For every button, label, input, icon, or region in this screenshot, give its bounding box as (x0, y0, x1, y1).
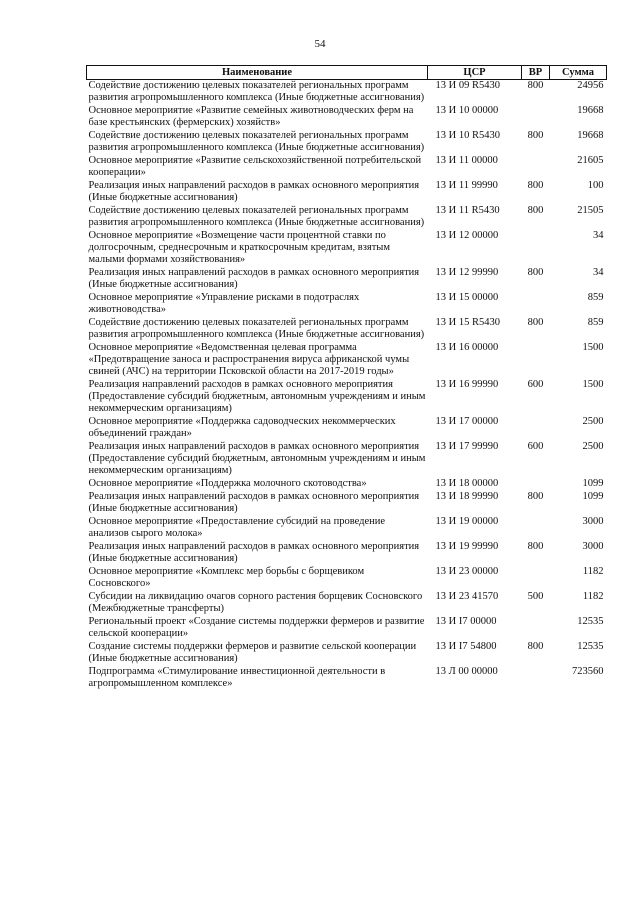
cell-sum: 1500 (582, 342, 604, 353)
cell-name: Реализация направлений расходов в рамках основного мероприятия (Предоставление субсидий бюджетным, автономным учреждениям и иным некоммерческим организациям) (88, 379, 426, 414)
table-row (87, 641, 607, 666)
cell-name: Основное мероприятие «Управление рисками в подотраслях животноводства» (88, 292, 360, 315)
cell-name: Реализация иных направлений расходов в рамках основного мероприятия (Иные бюджетные ассигнования) (88, 267, 420, 290)
cell-sum: 1099 (582, 491, 604, 502)
table-row (87, 317, 607, 342)
table-row (87, 205, 607, 230)
cell-vr (522, 666, 550, 691)
cell-csr: 13 И 11 99990 (435, 180, 498, 191)
budget-table-container (86, 65, 606, 691)
cell-vr: 800 (527, 541, 544, 552)
cell-sum: 3000 (582, 541, 604, 552)
cell-name: Реализация иных направлений расходов в рамках основного мероприятия (Иные бюджетные ассигнования) (88, 541, 420, 564)
cell-csr: 13 И 10 00000 (435, 105, 499, 116)
table-row (87, 342, 607, 379)
cell-sum: 19668 (577, 130, 604, 141)
cell-vr: 800 (527, 130, 544, 141)
cell-vr: 800 (527, 491, 544, 502)
cell-vr (522, 292, 550, 317)
cell-name: Региональный проект «Создание системы поддержки фермеров и развитие сельской кооперации» (88, 616, 425, 639)
cell-name: Реализация иных направлений расходов в рамках основного мероприятия (Предоставление субсидий бюджетным, автономным учреждениям и иным некоммерческим организациям) (88, 441, 426, 476)
cell-vr (522, 342, 550, 379)
cell-name: Создание системы поддержки фермеров и развитие сельской кооперации (Иные бюджетные ассигнования) (88, 641, 417, 664)
cell-vr: 800 (527, 205, 544, 216)
table-row (87, 155, 607, 180)
cell-csr: 13 И I7 54800 (435, 641, 497, 652)
cell-csr: 13 И 23 00000 (435, 566, 499, 577)
cell-name: Содействие достижению целевых показателей региональных программ развития агропромышленного комплекса (Иные бюджетные ассигнования) (88, 80, 425, 103)
cell-sum: 1099 (582, 478, 604, 489)
cell-csr: 13 И 18 00000 (435, 478, 499, 489)
cell-sum: 1182 (582, 591, 604, 602)
page-number: 54 (314, 38, 326, 50)
cell-name: Основное мероприятие «Развитие семейных животноводческих ферм на базе крестьянских (фермерских) хозяйств» (88, 105, 414, 128)
cell-vr (522, 155, 550, 180)
cell-csr: 13 И 17 99990 (435, 441, 499, 452)
table-row (87, 541, 607, 566)
cell-sum: 2500 (582, 441, 604, 452)
cell-sum: 1182 (582, 566, 604, 577)
table-row (87, 416, 607, 441)
cell-vr: 800 (527, 80, 544, 91)
cell-vr: 600 (527, 379, 544, 390)
cell-name: Основное мероприятие «Развитие сельскохозяйственной потребительской кооперации» (88, 155, 422, 178)
cell-vr (522, 230, 550, 267)
cell-csr: 13 И 15 R5430 (435, 317, 500, 328)
table-row (87, 130, 607, 155)
cell-csr: 13 Л 00 00000 (435, 666, 498, 677)
table-row (87, 616, 607, 641)
cell-vr: 800 (527, 180, 544, 191)
header-sum: Сумма (550, 66, 607, 80)
table-row (87, 666, 607, 691)
cell-csr: 13 И 23 41570 (435, 591, 499, 602)
table-body (87, 80, 607, 692)
cell-sum: 100 (587, 180, 604, 191)
cell-csr: 13 И 10 R5430 (435, 130, 500, 141)
cell-name: Подпрограмма «Стимулирование инвестиционной деятельности в агропромышленном комплексе» (88, 666, 386, 689)
table-row (87, 292, 607, 317)
header-vr: ВР (522, 66, 550, 80)
cell-csr: 13 И 16 99990 (435, 379, 499, 390)
cell-vr: 800 (527, 641, 544, 652)
cell-vr (522, 478, 550, 491)
table-row (87, 180, 607, 205)
cell-vr (522, 566, 550, 591)
table-row (87, 105, 607, 130)
table-row (87, 478, 607, 491)
cell-csr: 13 И I7 00000 (435, 616, 497, 627)
cell-csr: 13 И 11 00000 (435, 155, 498, 166)
cell-name: Содействие достижению целевых показателей региональных программ развития агропромышленного комплекса (Иные бюджетные ассигнования) (88, 317, 425, 340)
cell-sum: 24956 (577, 80, 604, 91)
cell-csr: 13 И 18 99990 (435, 491, 499, 502)
cell-vr: 800 (527, 267, 544, 278)
cell-csr: 13 И 15 00000 (435, 292, 499, 303)
cell-vr (522, 616, 550, 641)
cell-sum: 3000 (582, 516, 604, 527)
cell-sum: 12535 (577, 641, 604, 652)
cell-name: Основное мероприятие «Поддержка садоводческих некоммерческих объединений граждан» (88, 416, 396, 439)
cell-sum: 34 (593, 230, 604, 241)
cell-name: Основное мероприятие «Поддержка молочного скотоводства» (88, 478, 367, 489)
cell-sum: 21505 (577, 205, 604, 216)
cell-name: Основное мероприятие «Ведомственная целевая программа «Предотвращение заноса и распространения вируса африканской чумы свиней (АЧС) на территории Псковской области на 2017-2019 годы» (88, 342, 410, 377)
cell-vr: 600 (527, 441, 544, 452)
cell-csr: 13 И 17 00000 (435, 416, 499, 427)
cell-sum: 859 (587, 292, 604, 303)
table-row (87, 80, 607, 106)
cell-sum: 1500 (582, 379, 604, 390)
header-name: Наименование (87, 66, 428, 80)
cell-sum: 34 (593, 267, 604, 278)
table-row (87, 491, 607, 516)
cell-csr: 13 И 12 00000 (435, 230, 499, 241)
table-header-row (87, 66, 607, 80)
table-row (87, 591, 607, 616)
cell-csr: 13 И 11 R5430 (435, 205, 500, 216)
cell-vr: 800 (527, 317, 544, 328)
cell-name: Субсидии на ликвидацию очагов сорного растения борщевик Сосновского (Межбюджетные трансферты) (88, 591, 423, 614)
header-csr: ЦСР (428, 66, 522, 80)
cell-name: Содействие достижению целевых показателей региональных программ развития агропромышленного комплекса (Иные бюджетные ассигнования) (88, 130, 425, 153)
cell-name: Основное мероприятие «Предоставление субсидий на проведение анализов сырого молока» (88, 516, 386, 539)
table-row (87, 441, 607, 478)
cell-csr: 13 И 16 00000 (435, 342, 499, 353)
cell-sum: 2500 (582, 416, 604, 427)
cell-name: Основное мероприятие «Возмещение части процентной ставки по долгосрочным, среднесрочным и краткосрочным кредитам, взятым малыми формами хозяйствования» (88, 230, 391, 265)
cell-sum: 21605 (577, 155, 604, 166)
cell-sum: 859 (587, 317, 604, 328)
budget-table (86, 65, 607, 691)
cell-sum: 19668 (577, 105, 604, 116)
table-row (87, 230, 607, 267)
table-row (87, 267, 607, 292)
cell-name: Основное мероприятие «Комплекс мер борьбы с борщевиком Сосновского» (88, 566, 365, 589)
cell-csr: 13 И 19 00000 (435, 516, 499, 527)
cell-name: Реализация иных направлений расходов в рамках основного мероприятия (Иные бюджетные ассигнования) (88, 180, 420, 203)
cell-name: Содействие достижению целевых показателей региональных программ развития агропромышленного комплекса (Иные бюджетные ассигнования) (88, 205, 425, 228)
cell-csr: 13 И 12 99990 (435, 267, 499, 278)
cell-sum: 12535 (577, 616, 604, 627)
table-row (87, 516, 607, 541)
cell-vr (522, 416, 550, 441)
table-row (87, 566, 607, 591)
cell-csr: 13 И 09 R5430 (435, 80, 500, 91)
cell-vr (522, 105, 550, 130)
cell-sum: 723560 (572, 666, 604, 677)
cell-csr: 13 И 19 99990 (435, 541, 499, 552)
cell-vr: 500 (527, 591, 544, 602)
cell-name: Реализация иных направлений расходов в рамках основного мероприятия (Иные бюджетные ассигнования) (88, 491, 420, 514)
cell-vr (522, 516, 550, 541)
table-row (87, 379, 607, 416)
